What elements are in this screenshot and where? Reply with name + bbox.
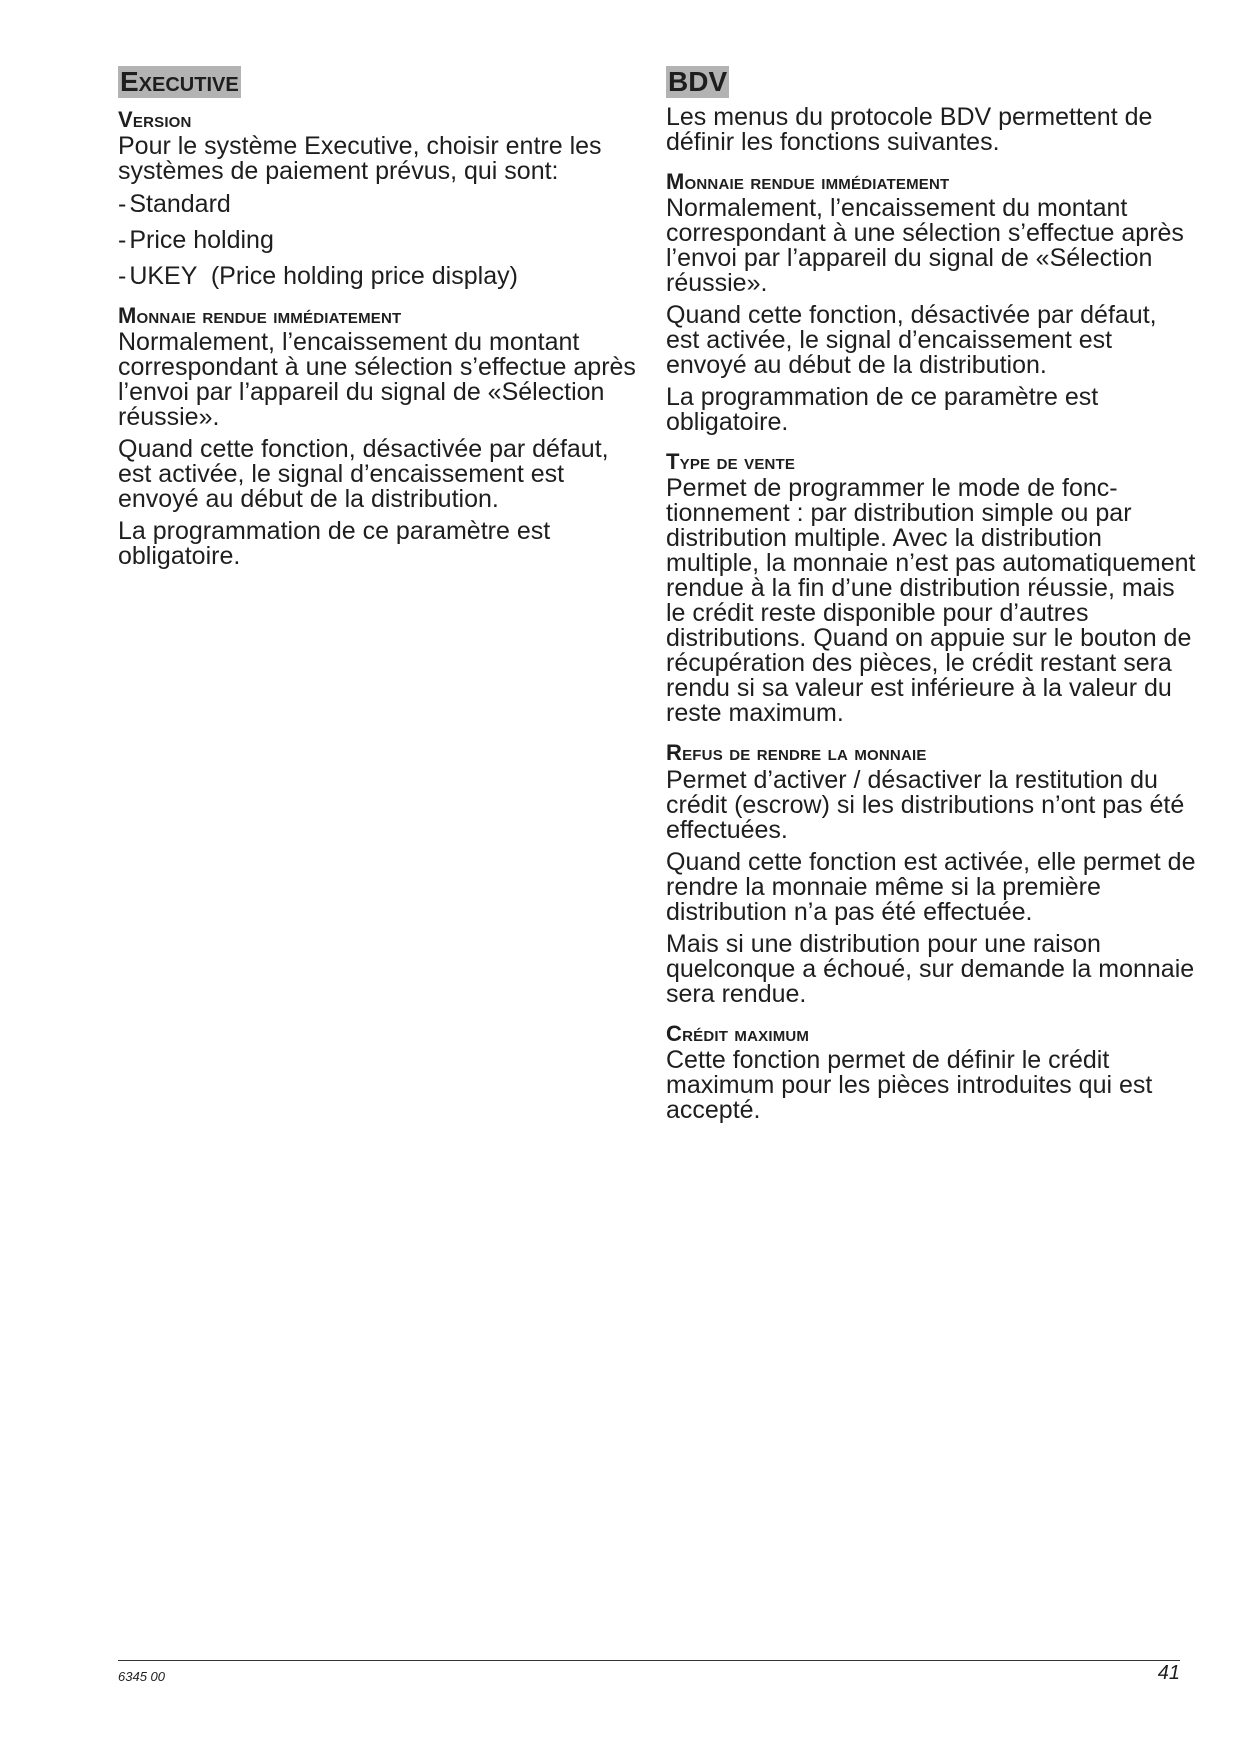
version-heading: Version bbox=[118, 106, 192, 132]
document-number: 6345 00 bbox=[118, 1669, 165, 1684]
body-paragraph: Permet d’activer / désactiver la restitution du crédit (escrow) si les distributions n’ont pas été effectuées. bbox=[666, 765, 1185, 844]
left-column bbox=[118, 66, 638, 576]
dash-marker: - bbox=[118, 226, 127, 255]
body-paragraph: Quand cette fonction, désactivée par défaut, est activée, le signal d’encaissement est envoyé au début de la distribution. bbox=[118, 435, 609, 514]
list-item-text: UKEY (Price holding price display) bbox=[129, 262, 518, 291]
change-immediate-heading: Monnaie rendue immédiatement bbox=[118, 303, 402, 329]
body-paragraph: Normalement, l’encaissement du montant correspondant à une sélection s’effectue après l’envoi par l’appareil du signal de «Sélection réussie». bbox=[666, 194, 1184, 298]
sale-type-heading: Type de vente bbox=[666, 449, 796, 475]
refuse-change-heading: Refus de rendre la monnaie bbox=[666, 740, 927, 766]
dash-marker: - bbox=[118, 262, 127, 291]
bdv-heading: BDV bbox=[668, 66, 728, 97]
right-column bbox=[666, 66, 1196, 1130]
body-paragraph: Quand cette fonction est activée, elle permet de rendre la monnaie même si la première distribution n’a pas été effectuée. bbox=[666, 847, 1196, 926]
footer-divider bbox=[118, 1660, 1180, 1661]
page-number: 41 bbox=[1157, 1662, 1180, 1684]
change-immediate-heading: Monnaie rendue immédiatement bbox=[666, 168, 950, 194]
list-item bbox=[118, 264, 638, 289]
body-paragraph: Quand cette fonction, désactivée par défaut, est activée, le signal d’encaissement est envoyé au début de la distribution. bbox=[666, 301, 1157, 380]
bdv-intro: Les menus du protocole BDV permettent de définir les fonctions suivantes. bbox=[666, 102, 1153, 156]
max-credit-heading: Crédit maximum bbox=[666, 1020, 810, 1046]
body-paragraph: Permet de programmer le mode de fonctionnement : par distribution simple ou par distribution multiple. Avec la distribution multiple, la monnaie n’est pas automatiquement rendue à la fin d’une distribution réussie, mais le crédit reste disponible pour d’autres distributions. Quand on appuie sur le bouton de récupération des pièces, le crédit restant sera rendu si sa valeur est inférieure à la valeur du reste maximum. bbox=[666, 474, 1196, 728]
list-item bbox=[118, 228, 638, 253]
version-paragraph: Pour le système Executive, choisir entre les systèmes de paiement prévus, qui sont: bbox=[118, 132, 602, 186]
list-item-text: Standard bbox=[129, 190, 231, 219]
dash-marker: - bbox=[118, 190, 127, 219]
body-paragraph: Cette fonction permet de définir le crédit maximum pour les pièces introduites qui est accepté. bbox=[666, 1045, 1153, 1124]
body-paragraph: La programmation de ce paramètre est obligatoire. bbox=[666, 383, 1099, 437]
list-item-text: Price holding bbox=[129, 226, 274, 255]
executive-heading: Executive bbox=[120, 66, 239, 97]
body-paragraph: Normalement, l’encaissement du montant correspondant à une sélection s’effectue après l’envoi par l’appareil du signal de «Sélection réussie». bbox=[118, 328, 636, 432]
list-item bbox=[118, 192, 638, 217]
body-paragraph: La programmation de ce paramètre est obligatoire. bbox=[118, 517, 551, 571]
payment-system-list bbox=[118, 192, 638, 289]
body-paragraph: Mais si une distribution pour une raison quelconque a échoué, sur demande la monnaie sera rendue. bbox=[666, 929, 1195, 1008]
